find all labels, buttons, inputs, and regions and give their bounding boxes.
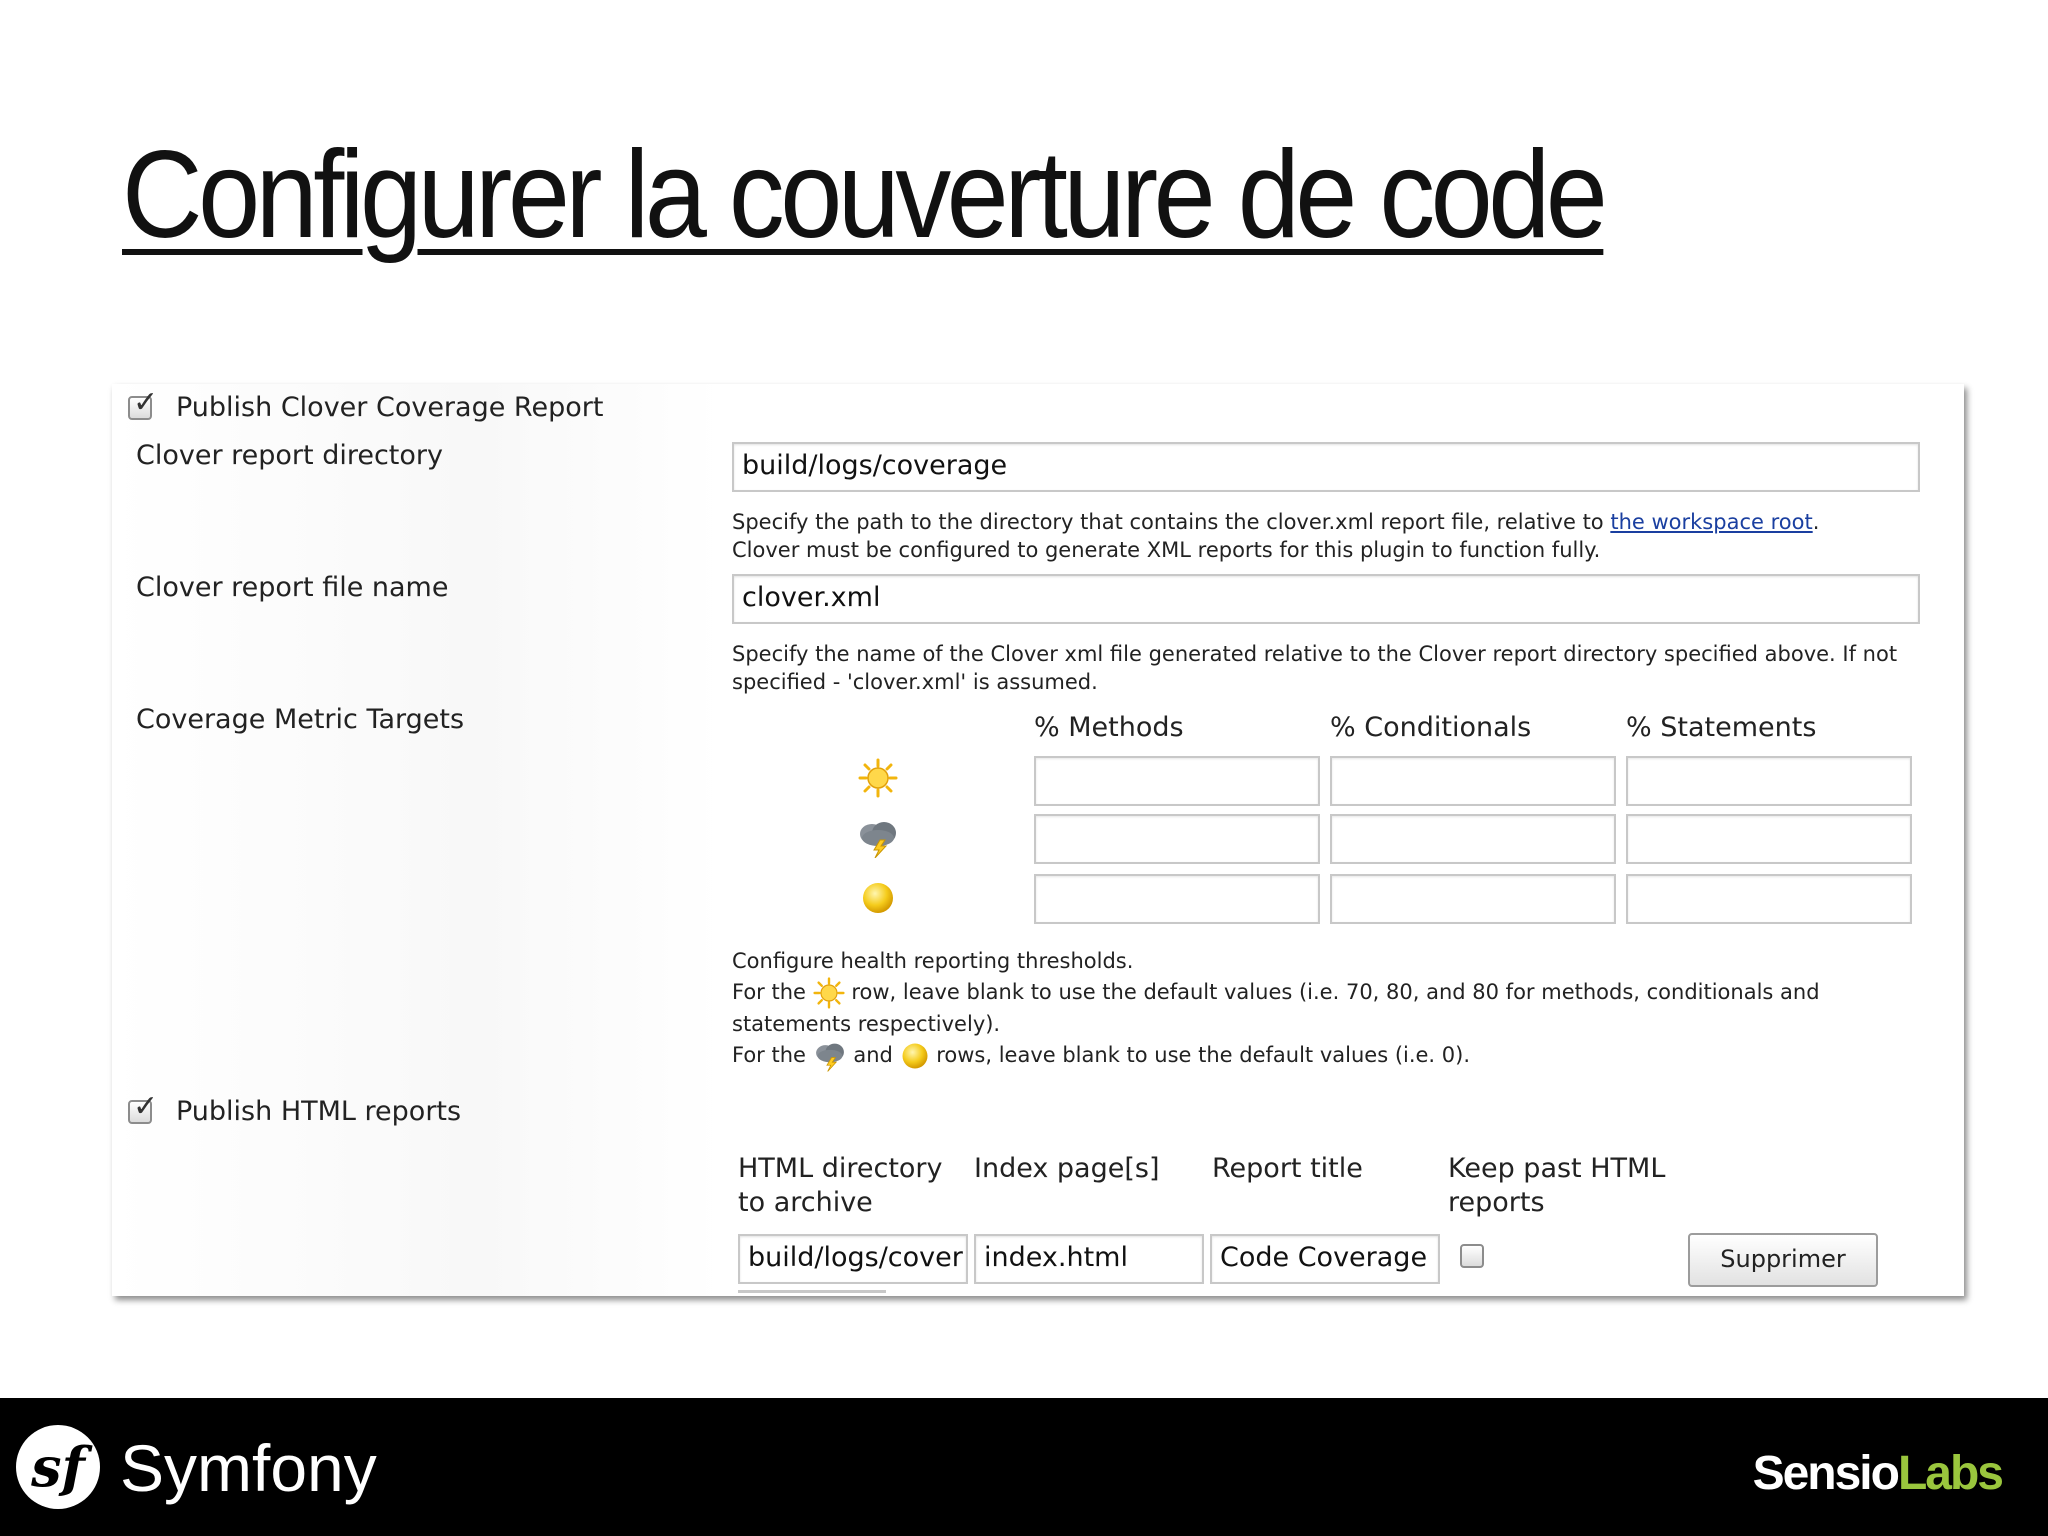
sunny-conditionals-input[interactable] — [1330, 756, 1616, 806]
symfony-name: Symfony — [120, 1431, 377, 1505]
slide-title: Configurer la couverture de code — [122, 126, 1604, 264]
threshold-help-sunny-text: row, leave blank to use the default values (i.e. 70, 80, and 80 for methods, conditionals and — [851, 980, 1820, 1004]
keep-past-header-line1: Keep past HTML — [1448, 1153, 1666, 1184]
html-dir-header-line2: to archive — [738, 1187, 873, 1218]
publish-html-checkbox[interactable] — [128, 1089, 159, 1124]
report-dir-help-text: Specify the path to the directory that contains the clover.xml report file, relative to — [732, 510, 1611, 534]
report-file-label: Clover report file name — [136, 572, 449, 603]
report-dir-help-line2: Clover must be configured to generate XML reports for this plugin to function fully. — [732, 538, 1601, 562]
publish-clover-label: Publish Clover Coverage Report — [176, 392, 604, 423]
index-pages-header: Index page[s] — [974, 1153, 1160, 1184]
report-dir-help — [732, 508, 1819, 564]
threshold-help — [732, 946, 1820, 1072]
report-dir-help-period: . — [1812, 510, 1820, 534]
ball-statements-input[interactable] — [1626, 874, 1912, 924]
threshold-help-for2: For the — [732, 1043, 806, 1067]
yellow-ball-icon — [900, 1041, 930, 1071]
html-dir-header — [738, 1152, 943, 1220]
report-file-help-line1: Specify the name of the Clover xml file generated relative to the Clover report directory specified above. If not — [732, 642, 1898, 666]
stormy-icon — [856, 818, 900, 858]
threshold-help-and: and — [853, 1043, 893, 1067]
sunny-icon — [858, 758, 898, 798]
report-dir-input[interactable]: build/logs/coverage — [732, 442, 1920, 492]
col-methods: % Methods — [1034, 712, 1184, 743]
html-dir-input[interactable]: build/logs/cover — [738, 1234, 968, 1284]
threshold-help-line1: Configure health reporting thresholds. — [732, 949, 1134, 973]
metric-targets-label: Coverage Metric Targets — [136, 704, 465, 735]
sunny-statements-input[interactable] — [1626, 756, 1912, 806]
stormy-methods-input[interactable] — [1034, 814, 1320, 864]
sunny-methods-input[interactable] — [1034, 756, 1320, 806]
sunny-icon — [813, 977, 845, 1009]
report-file-help-line2: specified - 'clover.xml' is assumed. — [732, 670, 1098, 694]
symfony-logo-icon: sf — [16, 1425, 100, 1509]
sensio-text: Sensio — [1752, 1447, 1898, 1500]
check-mark-icon: ✓ — [133, 1089, 159, 1124]
config-panel — [112, 384, 1964, 1296]
keep-past-checkbox[interactable] — [1460, 1244, 1484, 1268]
label-column — [112, 384, 722, 1296]
sensiolabs-logo — [1753, 1446, 2002, 1502]
ball-methods-input[interactable] — [1034, 874, 1320, 924]
stormy-statements-input[interactable] — [1626, 814, 1912, 864]
check-mark-icon: ✓ — [133, 385, 159, 420]
footer-bar — [0, 1398, 2048, 1536]
ball-conditionals-input[interactable] — [1330, 874, 1616, 924]
threshold-help-rows-text: rows, leave blank to use the default values (i.e. 0). — [936, 1043, 1471, 1067]
report-file-input[interactable]: clover.xml — [732, 574, 1920, 624]
col-statements: % Statements — [1626, 712, 1817, 743]
scroll-edge — [738, 1290, 886, 1293]
report-file-help — [732, 640, 1897, 696]
html-dir-header-line1: HTML directory — [738, 1153, 943, 1184]
col-conditionals: % Conditionals — [1330, 712, 1532, 743]
report-dir-label: Clover report directory — [136, 440, 443, 471]
publish-html-label: Publish HTML reports — [176, 1096, 462, 1127]
delete-button[interactable]: Supprimer — [1688, 1233, 1878, 1287]
stormy-conditionals-input[interactable] — [1330, 814, 1616, 864]
workspace-root-link[interactable]: the workspace root — [1610, 510, 1813, 534]
report-title-header: Report title — [1212, 1153, 1363, 1184]
stormy-icon — [813, 1040, 847, 1072]
keep-past-header — [1448, 1152, 1665, 1220]
keep-past-header-line2: reports — [1448, 1187, 1545, 1218]
yellow-ball-icon — [860, 880, 896, 916]
publish-clover-checkbox[interactable] — [128, 385, 159, 420]
threshold-help-for: For the — [732, 980, 806, 1004]
report-title-input[interactable]: Code Coverage — [1210, 1234, 1440, 1284]
index-pages-input[interactable]: index.html — [974, 1234, 1204, 1284]
labs-text: Labs — [1897, 1447, 2002, 1500]
threshold-help-line3: statements respectively). — [732, 1012, 1001, 1036]
